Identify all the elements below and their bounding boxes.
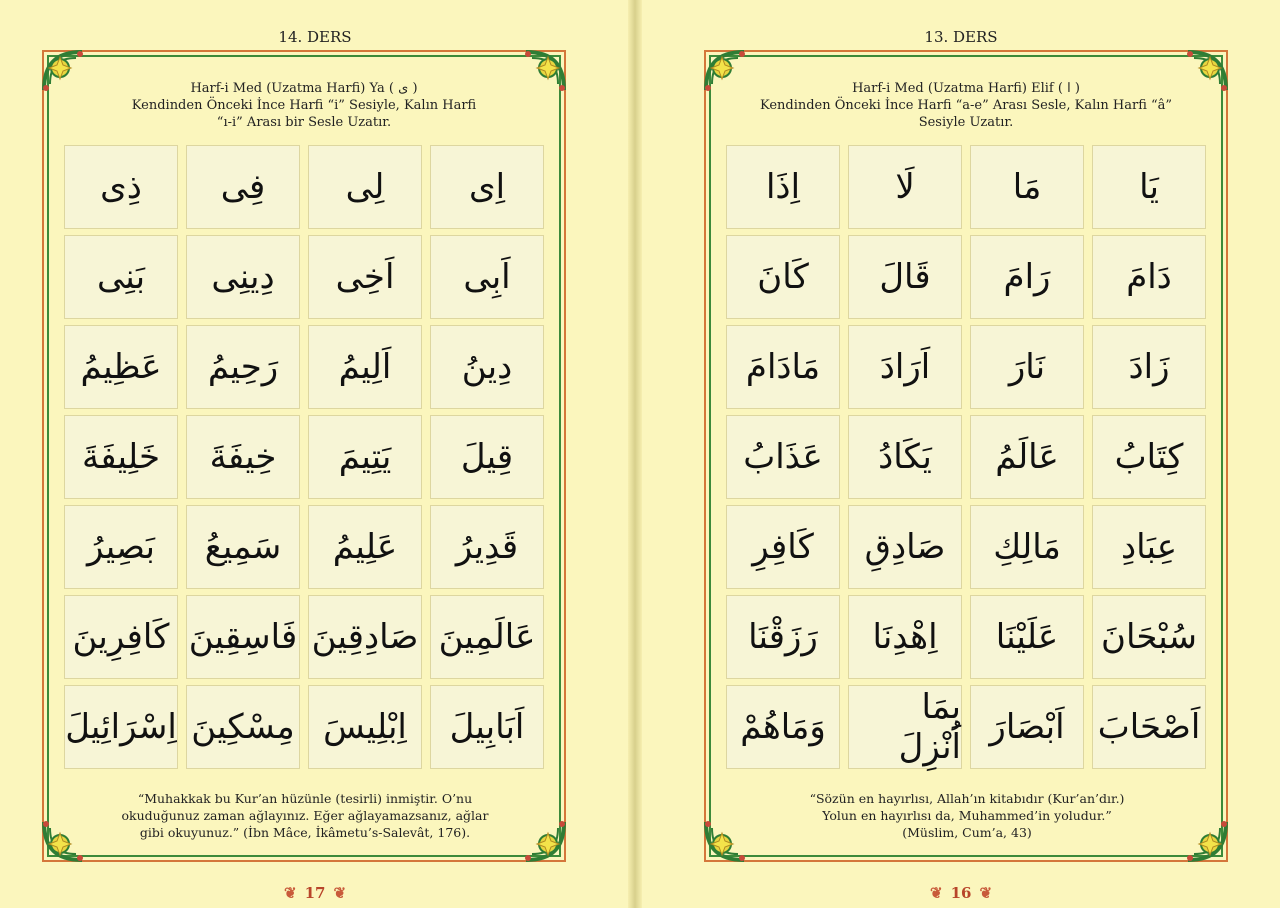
word-cell: دِينُ [430,325,544,409]
heading-line: Harf-i Med (Uzatma Harfi) Elif ( ا ) [852,81,1080,96]
flourish-icon: ❦ [979,884,993,902]
book-gutter [628,0,642,908]
word-cell: صَادِقِينَ [308,595,422,679]
word-cell: اَلِيمُ [308,325,422,409]
word-cell: اَبَابِيلَ [430,685,544,769]
flourish-icon: ❦ [929,884,943,902]
word-cell: اَخِى [308,235,422,319]
page-number [0,884,630,902]
page-frame [42,50,566,862]
word-cell: يَكَادُ [848,415,962,499]
word-cell: رَزَقْنَا [726,595,840,679]
word-cell: لَا [848,145,962,229]
quote-line: (Müslim, Cum’a, 43) [902,825,1032,840]
heading-line: “ı-i” Arası bir Sesle Uzatır. [216,115,392,130]
lesson-heading [706,80,1226,131]
quote-line: “Muhakkak bu Kur’an hüzünle (tesirli) inmiştir. O’nu [137,791,473,806]
word-cell: اِى [430,145,544,229]
word-cell: بِمَا اُنْزِلَ [848,685,962,769]
heading-line: Harf-i Med (Uzatma Harfi) Ya ( ى ) [190,81,418,96]
word-cell: ذِى [64,145,178,229]
page-number-text: 17 [304,884,326,902]
word-cell: اَبْصَارَ [970,685,1084,769]
hadith-quote [726,790,1208,841]
word-cell: دِينِى [186,235,300,319]
word-cell: رَحِيمُ [186,325,300,409]
word-cell: عَالَمِينَ [430,595,544,679]
word-cell: عِبَادِ [1092,505,1206,589]
word-cell: اِذَا [726,145,840,229]
left-page [0,0,630,908]
word-cell: كِتَابُ [1092,415,1206,499]
word-cell: قَدِيرُ [430,505,544,589]
word-cell: دَامَ [1092,235,1206,319]
word-cell: مِسْكِينَ [186,685,300,769]
flourish-icon: ❦ [283,884,297,902]
word-cell: اِهْدِنَا [848,595,962,679]
quote-line: Yolun en hayırlısı da, Muhammed’in yoludur.” [822,808,1112,823]
word-cell: عَذَابُ [726,415,840,499]
lesson-heading [44,80,564,131]
word-cell: عَلَيْنَا [970,595,1084,679]
word-cell: عَالَمُ [970,415,1084,499]
word-cell: عَظِيمُ [64,325,178,409]
word-cell: نَارَ [970,325,1084,409]
word-grid [64,145,546,769]
heading-line: Kendinden Önceki İnce Harfi “i” Sesiyle, Kalın Harfi [131,98,477,113]
quote-line: okuduğunuz zaman ağlayınız. Eğer ağlayamazsanız, ağlar [121,808,489,823]
word-cell: بَنِى [64,235,178,319]
word-cell: اَرَادَ [848,325,962,409]
word-cell: خِيفَةَ [186,415,300,499]
word-cell: سُبْحَانَ [1092,595,1206,679]
lesson-title: 14. DERS [278,28,352,46]
word-cell: قَالَ [848,235,962,319]
word-cell: مَادَامَ [726,325,840,409]
quote-line: gibi okuyunuz.” (İbn Mâce, İkâmetu’s-Salevât, 176). [139,825,471,840]
word-cell: كَافِرِينَ [64,595,178,679]
word-cell: وَمَاهُمْ [726,685,840,769]
word-cell: فِى [186,145,300,229]
word-cell: اَبِى [430,235,544,319]
right-page [642,0,1280,908]
word-cell: لِى [308,145,422,229]
page-frame [704,50,1228,862]
word-cell: يَتِيمَ [308,415,422,499]
word-cell: بَصِيرُ [64,505,178,589]
word-cell: صَادِقِ [848,505,962,589]
word-cell: زَادَ [1092,325,1206,409]
page-number-text: 16 [950,884,972,902]
word-cell: مَا [970,145,1084,229]
heading-line: Kendinden Önceki İnce Harfi “a-e” Arası Sesle, Kalın Harfi “â” [759,98,1173,113]
word-cell: يَا [1092,145,1206,229]
page-number [642,884,1280,902]
word-cell: رَامَ [970,235,1084,319]
word-cell: كَافِرِ [726,505,840,589]
word-cell: فَاسِقِينَ [186,595,300,679]
word-cell: سَمِيعُ [186,505,300,589]
word-cell: كَانَ [726,235,840,319]
word-cell: عَلِيمُ [308,505,422,589]
quote-line: “Sözün en hayırlısı, Allah’ın kitabıdır (Kur’an’dır.) [809,791,1125,806]
word-cell: مَالِكِ [970,505,1084,589]
hadith-quote [64,790,546,841]
heading-line: Sesiyle Uzatır. [918,115,1014,130]
flourish-icon: ❦ [333,884,347,902]
word-cell: قِيلَ [430,415,544,499]
word-grid [726,145,1208,769]
word-cell: اِسْرَائِيلَ [64,685,178,769]
lesson-title: 13. DERS [924,28,998,46]
word-cell: اِبْلِيسَ [308,685,422,769]
word-cell: خَلِيفَةَ [64,415,178,499]
word-cell: اَصْحَابَ [1092,685,1206,769]
